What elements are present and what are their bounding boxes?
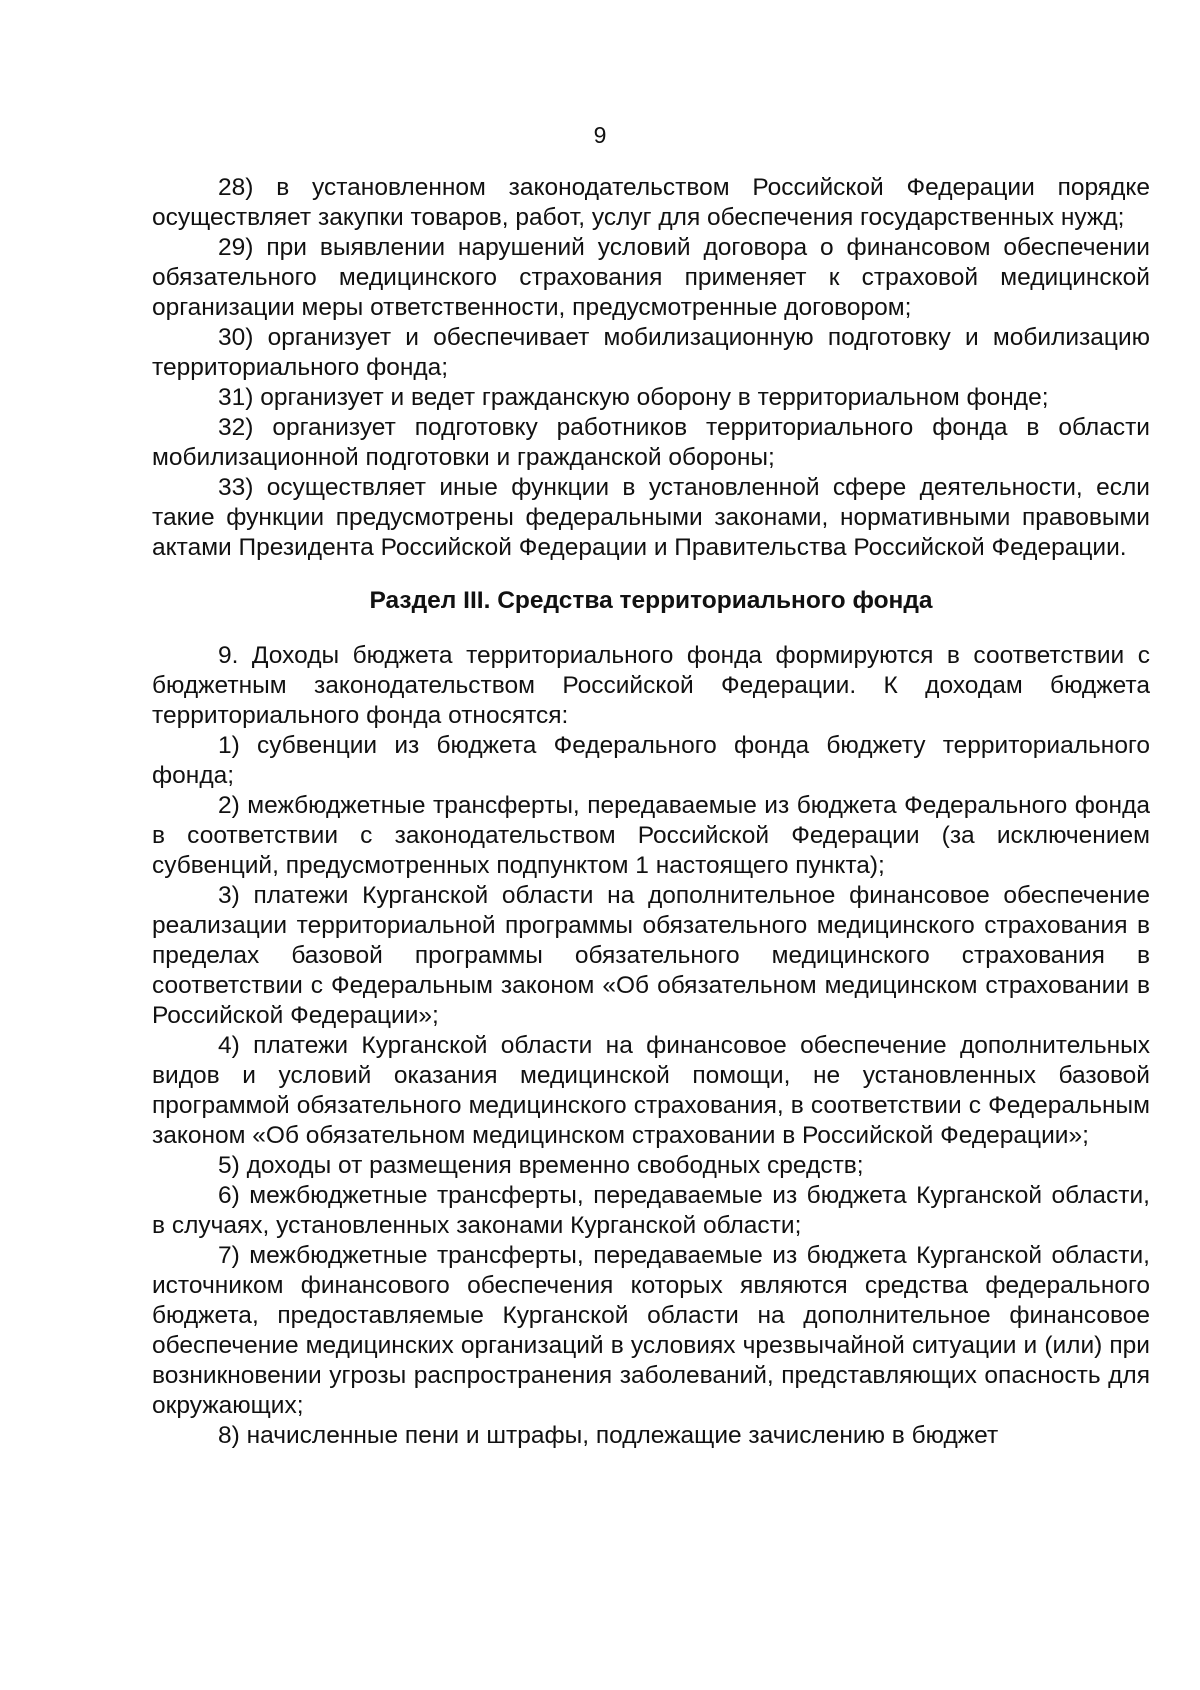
paragraph-item-31: 31) организует и ведет гражданскую оборону в территориальном фонде;	[218, 384, 1049, 411]
document-body	[152, 173, 1150, 1451]
paragraph-item-30: 30) организует и обеспечивает мобилизационную подготовку и мобилизацию территориального фонда;	[152, 324, 1150, 381]
page-number: 9	[593, 122, 607, 148]
paragraph-subitem-8: 8) начисленные пени и штрафы, подлежащие зачислению в бюджет	[218, 1422, 999, 1449]
paragraph-item-29: 29) при выявлении нарушений условий договора о финансовом обеспечении обязательного медицинского страхования применяет к страховой медицинской организации меры ответственности, предусмотренные договором;	[152, 234, 1150, 321]
paragraph-item-32: 32) организует подготовку работников территориального фонда в области мобилизационной подготовки и гражданской обороны;	[152, 414, 1150, 471]
paragraph-subitem-2: 2) межбюджетные трансферты, передаваемые из бюджета Федерального фонда в соответствии с законодательством Российской Федерации (за исключением субвенций, предусмотренных подпунктом 1 настоящего пункта);	[152, 792, 1150, 879]
paragraph-item-33: 33) осуществляет иные функции в установленной сфере деятельности, если такие функции предусмотрены федеральными законами, нормативными правовыми актами Президента Российской Федерации и Правительства Российской Федерации.	[152, 474, 1150, 561]
paragraph-subitem-3: 3) платежи Курганской области на дополнительное финансовое обеспечение реализации территориальной программы обязательного медицинского страхования в пределах базовой программы обязательного медицинского страхования в соответствии с Федеральным законом «Об обязательном медицинском страховании в Российской Федерации»;	[152, 882, 1150, 1029]
paragraph-item-28: 28) в установленном законодательством Российской Федерации порядке осуществляет закупки товаров, работ, услуг для обеспечения государственных нужд;	[152, 174, 1150, 231]
paragraph-subitem-7: 7) межбюджетные трансферты, передаваемые из бюджета Курганской области, источником финансового обеспечения которых являются средства федерального бюджета, предоставляемые Курганской области на дополнительное финансовое обеспечение медицинских организаций в условиях чрезвычайной ситуации и (или) при возникновении угрозы распространения заболеваний, представляющих опасность для окружающих;	[152, 1242, 1150, 1419]
paragraph-subitem-1: 1) субвенции из бюджета Федерального фонда бюджету территориального фонда;	[152, 732, 1150, 789]
paragraph-subitem-5: 5) доходы от размещения временно свободных средств;	[218, 1152, 864, 1179]
paragraph-clause-9: 9. Доходы бюджета территориального фонда формируются в соответствии с бюджетным законодательством Российской Федерации. К доходам бюджета территориального фонда относятся:	[152, 642, 1150, 729]
section-heading: Раздел III. Средства территориального фонда	[369, 587, 933, 614]
paragraph-subitem-4: 4) платежи Курганской области на финансовое обеспечение дополнительных видов и условий оказания медицинской помощи, не установленных базовой программой обязательного медицинского страхования, в соответствии с Федеральным законом «Об обязательном медицинском страховании в Российской Федерации»;	[152, 1032, 1150, 1149]
paragraph-subitem-6: 6) межбюджетные трансферты, передаваемые из бюджета Курганской области, в случаях, установленных законами Курганской области;	[152, 1182, 1150, 1239]
